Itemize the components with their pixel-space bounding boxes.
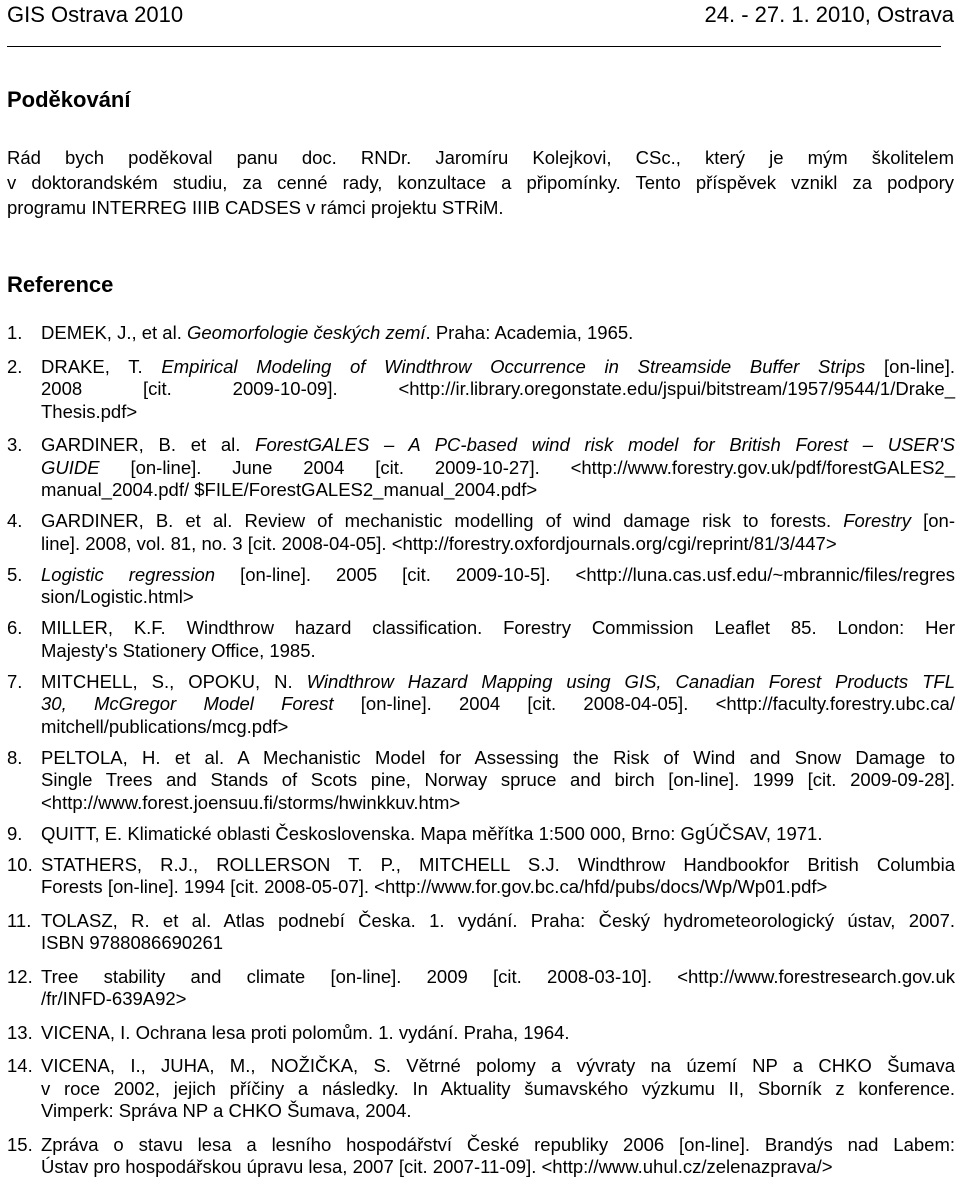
reference-item [7,823,955,846]
reference-line [41,533,955,556]
reference-number: 4. [7,510,23,531]
reference-number: 1. [7,322,23,343]
reference-text: DEMEK, J., et al. [41,322,187,343]
reference-line [41,693,955,716]
reference-number: 10. [7,853,33,875]
reference-number: 11. [7,909,32,931]
reference-title-text: Logistic regression [41,563,216,585]
reference-text: <http://www.forest.joensuu.fi/storms/hwinkkuv.htm> [41,791,461,813]
reference-line [41,434,955,457]
reference-text: Vimperk: Správa NP a CHKO Šumava, 2004. [41,1100,412,1121]
reference-line [41,792,955,815]
reference-number: 13. [7,1021,33,1043]
reference-title-text: Geomorfologie českých zemí [187,322,426,343]
reference-line [41,401,955,424]
reference-text: Thesis.pdf> [41,400,138,422]
reference-line [41,1055,955,1078]
reference-text: /fr/INFD-639A92> [41,988,187,1009]
reference-item [7,747,955,815]
reference-text: STATHERS, R.J., ROLLERSON T. P., MITCHELL S.J. Windthrow Handbookfor British Columbia [41,853,955,875]
reference-item [7,510,955,555]
acknowledgements-line: programu INTERREG IIIB CADSES v rámci projektu STRiM. [7,197,504,218]
reference-text: Majesty's Stationery Office, 1985. [41,639,316,661]
reference-line [41,876,955,899]
reference-line [41,457,955,480]
running-header-date: 24. - 27. 1. 2010, Ostrava [704,2,954,27]
reference-number: 7. [7,670,23,692]
reference-item [7,356,955,424]
reference-line [41,671,955,694]
reference-title-text: Forestry [843,510,912,531]
reference-number: 14. [7,1055,33,1076]
reference-line [41,617,955,640]
reference-text: GARDINER, B. et al. Review of mechanistic modelling of wind damage risk to forests. [41,510,844,531]
reference-item [7,854,955,899]
reference-number: 8. [7,746,23,768]
reference-line [41,823,955,846]
reference-line [41,510,955,533]
acknowledgements-line: Rád bych poděkoval panu doc. RNDr. Jaromíru Kolejkovi, CSc., který je mým školitelem [7,147,954,168]
acknowledgements-paragraph [7,145,954,220]
reference-text: . Praha: Academia, 1965. [425,322,634,343]
reference-item [7,617,955,662]
reference-item [7,434,955,502]
reference-text: Single Trees and Stands of Scots pine, Norway spruce and birch [on-line]. 1999 [cit. 2009-09-28]. [41,769,955,790]
reference-text: [on- [911,510,955,531]
reference-line [41,564,955,587]
acknowledgements-heading: Poděkování [7,87,131,112]
reference-line [41,586,955,609]
reference-text: VICENA, I., JUHA, M., NOŽIČKA, S. Větrné polomy a vývraty na území NP a CHKO Šumava [41,1055,955,1076]
reference-item [7,1055,955,1123]
reference-line [41,378,955,401]
reference-text: sion/Logistic.html> [41,586,194,607]
reference-text: Zpráva o stavu lesa a lesního hospodářství České republiky 2006 [on-line]. Brandýs nad Labem: [41,1133,955,1155]
reference-line [41,769,955,792]
reference-line [41,1022,955,1045]
reference-text: DRAKE, T. [41,355,162,377]
reference-item [7,910,955,955]
reference-item [7,322,955,345]
acknowledgements-line: v doktorandském studiu, za cenné rady, konzultace a připomínky. Tento příspěvek vznikl za podpory [7,172,954,193]
reference-item [7,671,955,739]
reference-title-text: 30, McGregor Model Forest [41,693,334,714]
reference-text: Ústav pro hospodářskou úpravu lesa, 2007 [cit. 2007-11-09]. <http://www.uhul.cz/zelenazprava/> [41,1156,833,1177]
reference-line [41,479,955,502]
reference-line [41,1078,955,1101]
reference-text: [on-line]. 2004 [cit. 2008-04-05]. <http://faculty.forestry.ubc.ca/ [333,693,955,714]
running-header-conference: GIS Ostrava 2010 [7,2,184,27]
reference-line [41,747,955,770]
reference-line [41,322,955,345]
reference-text: [on-line]. June 2004 [cit. 2009-10-27]. <http://www.forestry.gov.uk/pdf/forestGALES2_ [99,456,955,478]
reference-line [41,1100,955,1123]
reference-text: TOLASZ, R. et al. Atlas podnebí Česka. 1. vydání. Praha: Český hydrometeorologický ústav, 2007. [41,909,955,931]
reference-number: 12. [7,965,33,987]
reference-line [41,1156,955,1179]
reference-line [41,966,955,989]
reference-line [41,988,955,1011]
reference-text: PELTOLA, H. et al. A Mechanistic Model for Assessing the Risk of Wind and Snow Damage to [41,746,955,768]
reference-item [7,1022,955,1045]
reference-item [7,1134,955,1179]
reference-list [7,322,955,1179]
reference-number: 2. [7,355,23,377]
reference-line [41,640,955,663]
reference-number: 9. [7,822,23,844]
reference-text: mitchell/publications/mcg.pdf> [41,715,289,737]
reference-text: GARDINER, B. et al. [41,434,256,455]
reference-text: line]. 2008, vol. 81, no. 3 [cit. 2008-04-05]. <http://forestry.oxfordjournals.org/cgi/reprint/81/3/447> [41,532,837,554]
reference-text: MITCHELL, S., OPOKU, N. [41,670,307,692]
reference-text: ISBN 9788086690261 [41,932,224,953]
reference-text: [on-line]. 2005 [cit. 2009-10-5]. <http://luna.cas.usf.edu/~mbrannic/files/regres [215,563,955,585]
reference-line [41,932,955,955]
reference-text: Tree stability and climate [on-line]. 2009 [cit. 2008-03-10]. <http://www.forestresearch.gov.uk [41,965,955,987]
reference-line [41,854,955,877]
reference-text: MILLER, K.F. Windthrow hazard classification. Forestry Commission Leaflet 85. London: Her [41,617,955,638]
reference-title-text: Windthrow Hazard Mapping using GIS, Canadian Forest Products TFL [306,670,955,692]
reference-item [7,564,955,609]
reference-line [41,910,955,933]
reference-item [7,966,955,1011]
reference-line [41,356,955,379]
reference-text: Forests [on-line]. 1994 [cit. 2008-05-07]. <http://www.for.gov.bc.ca/hfd/pubs/docs/Wp/Wp01.pdf> [41,876,828,897]
reference-title-text: GUIDE [41,456,100,478]
reference-title-text: Empirical Modeling of Windthrow Occurrence in Streamside Buffer Strips [161,355,866,377]
reference-title-text: ForestGALES – A PC-based wind risk model for British Forest – USER'S [255,434,955,455]
references-heading: Reference [7,272,114,297]
reference-line [41,1134,955,1157]
reference-text: [on-line]. [865,355,955,377]
reference-text: QUITT, E. Klimatické oblasti Československa. Mapa měřítka 1:500 000, Brno: GgÚČSAV, 1971. [41,822,823,844]
reference-text: 2008 [cit. 2009-10-09]. <http://ir.library.oregonstate.edu/jspui/bitstream/1957/9544/1/Drake_ [41,378,955,399]
reference-text: manual_2004.pdf/ $FILE/ForestGALES2_manual_2004.pdf> [41,479,538,500]
header-rule [7,46,941,47]
reference-text: VICENA, I. Ochrana lesa proti polomům. 1. vydání. Praha, 1964. [41,1021,570,1043]
reference-number: 6. [7,617,23,638]
reference-number: 15. [7,1133,33,1155]
reference-number: 3. [7,434,23,455]
reference-line [41,716,955,739]
reference-number: 5. [7,563,23,585]
reference-text: v roce 2002, jejich příčiny a následky. In Aktuality šumavského výzkumu II, Sborník z konference. [41,1077,955,1099]
